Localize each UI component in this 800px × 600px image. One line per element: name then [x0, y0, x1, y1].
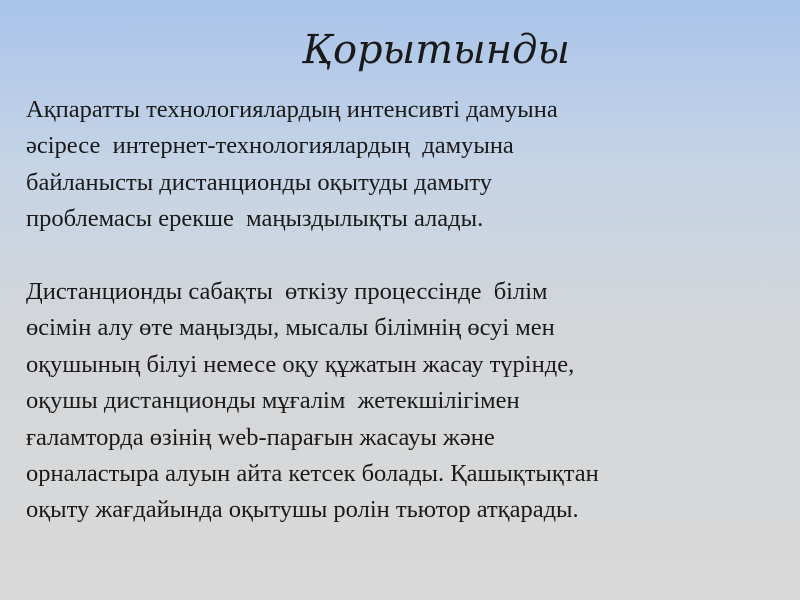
text-line: орналастыра алуын айта кетсек болады. Қашықтықтан	[26, 460, 599, 488]
text-line: Дистанционды сабақты өткізу процессінде білім	[26, 278, 548, 306]
text-line: Ақпаратты технологиялардың интенсивті дамуына	[26, 96, 558, 123]
slide-body	[26, 92, 776, 529]
text-line: оқыту жағдайында оқытушы ролін тьютор атқарады.	[26, 496, 579, 524]
text-line: байланысты дистанционды оқытуды дамыту	[26, 168, 493, 196]
text-line: проблемасы ерекше маңыздылықты алады.	[26, 205, 484, 233]
paragraph-2	[26, 274, 776, 529]
paragraph-spacer	[26, 238, 776, 274]
text-line: ғаламторда өзінің web-парағын жасауы және	[26, 423, 495, 451]
paragraph-1	[26, 92, 776, 238]
text-line: әсіресе интернет-технологиялардың дамуына	[26, 132, 514, 160]
slide-title: Қорытынды	[302, 27, 571, 73]
text-line: өсімін алу өте маңызды, мысалы білімнің өсуі мен	[26, 314, 555, 342]
text-line: оқушы дистанционды мұғалім жетекшілігімен	[26, 387, 520, 415]
text-line: оқушының білуі немесе оқу құжатын жасау түрінде,	[26, 350, 575, 378]
